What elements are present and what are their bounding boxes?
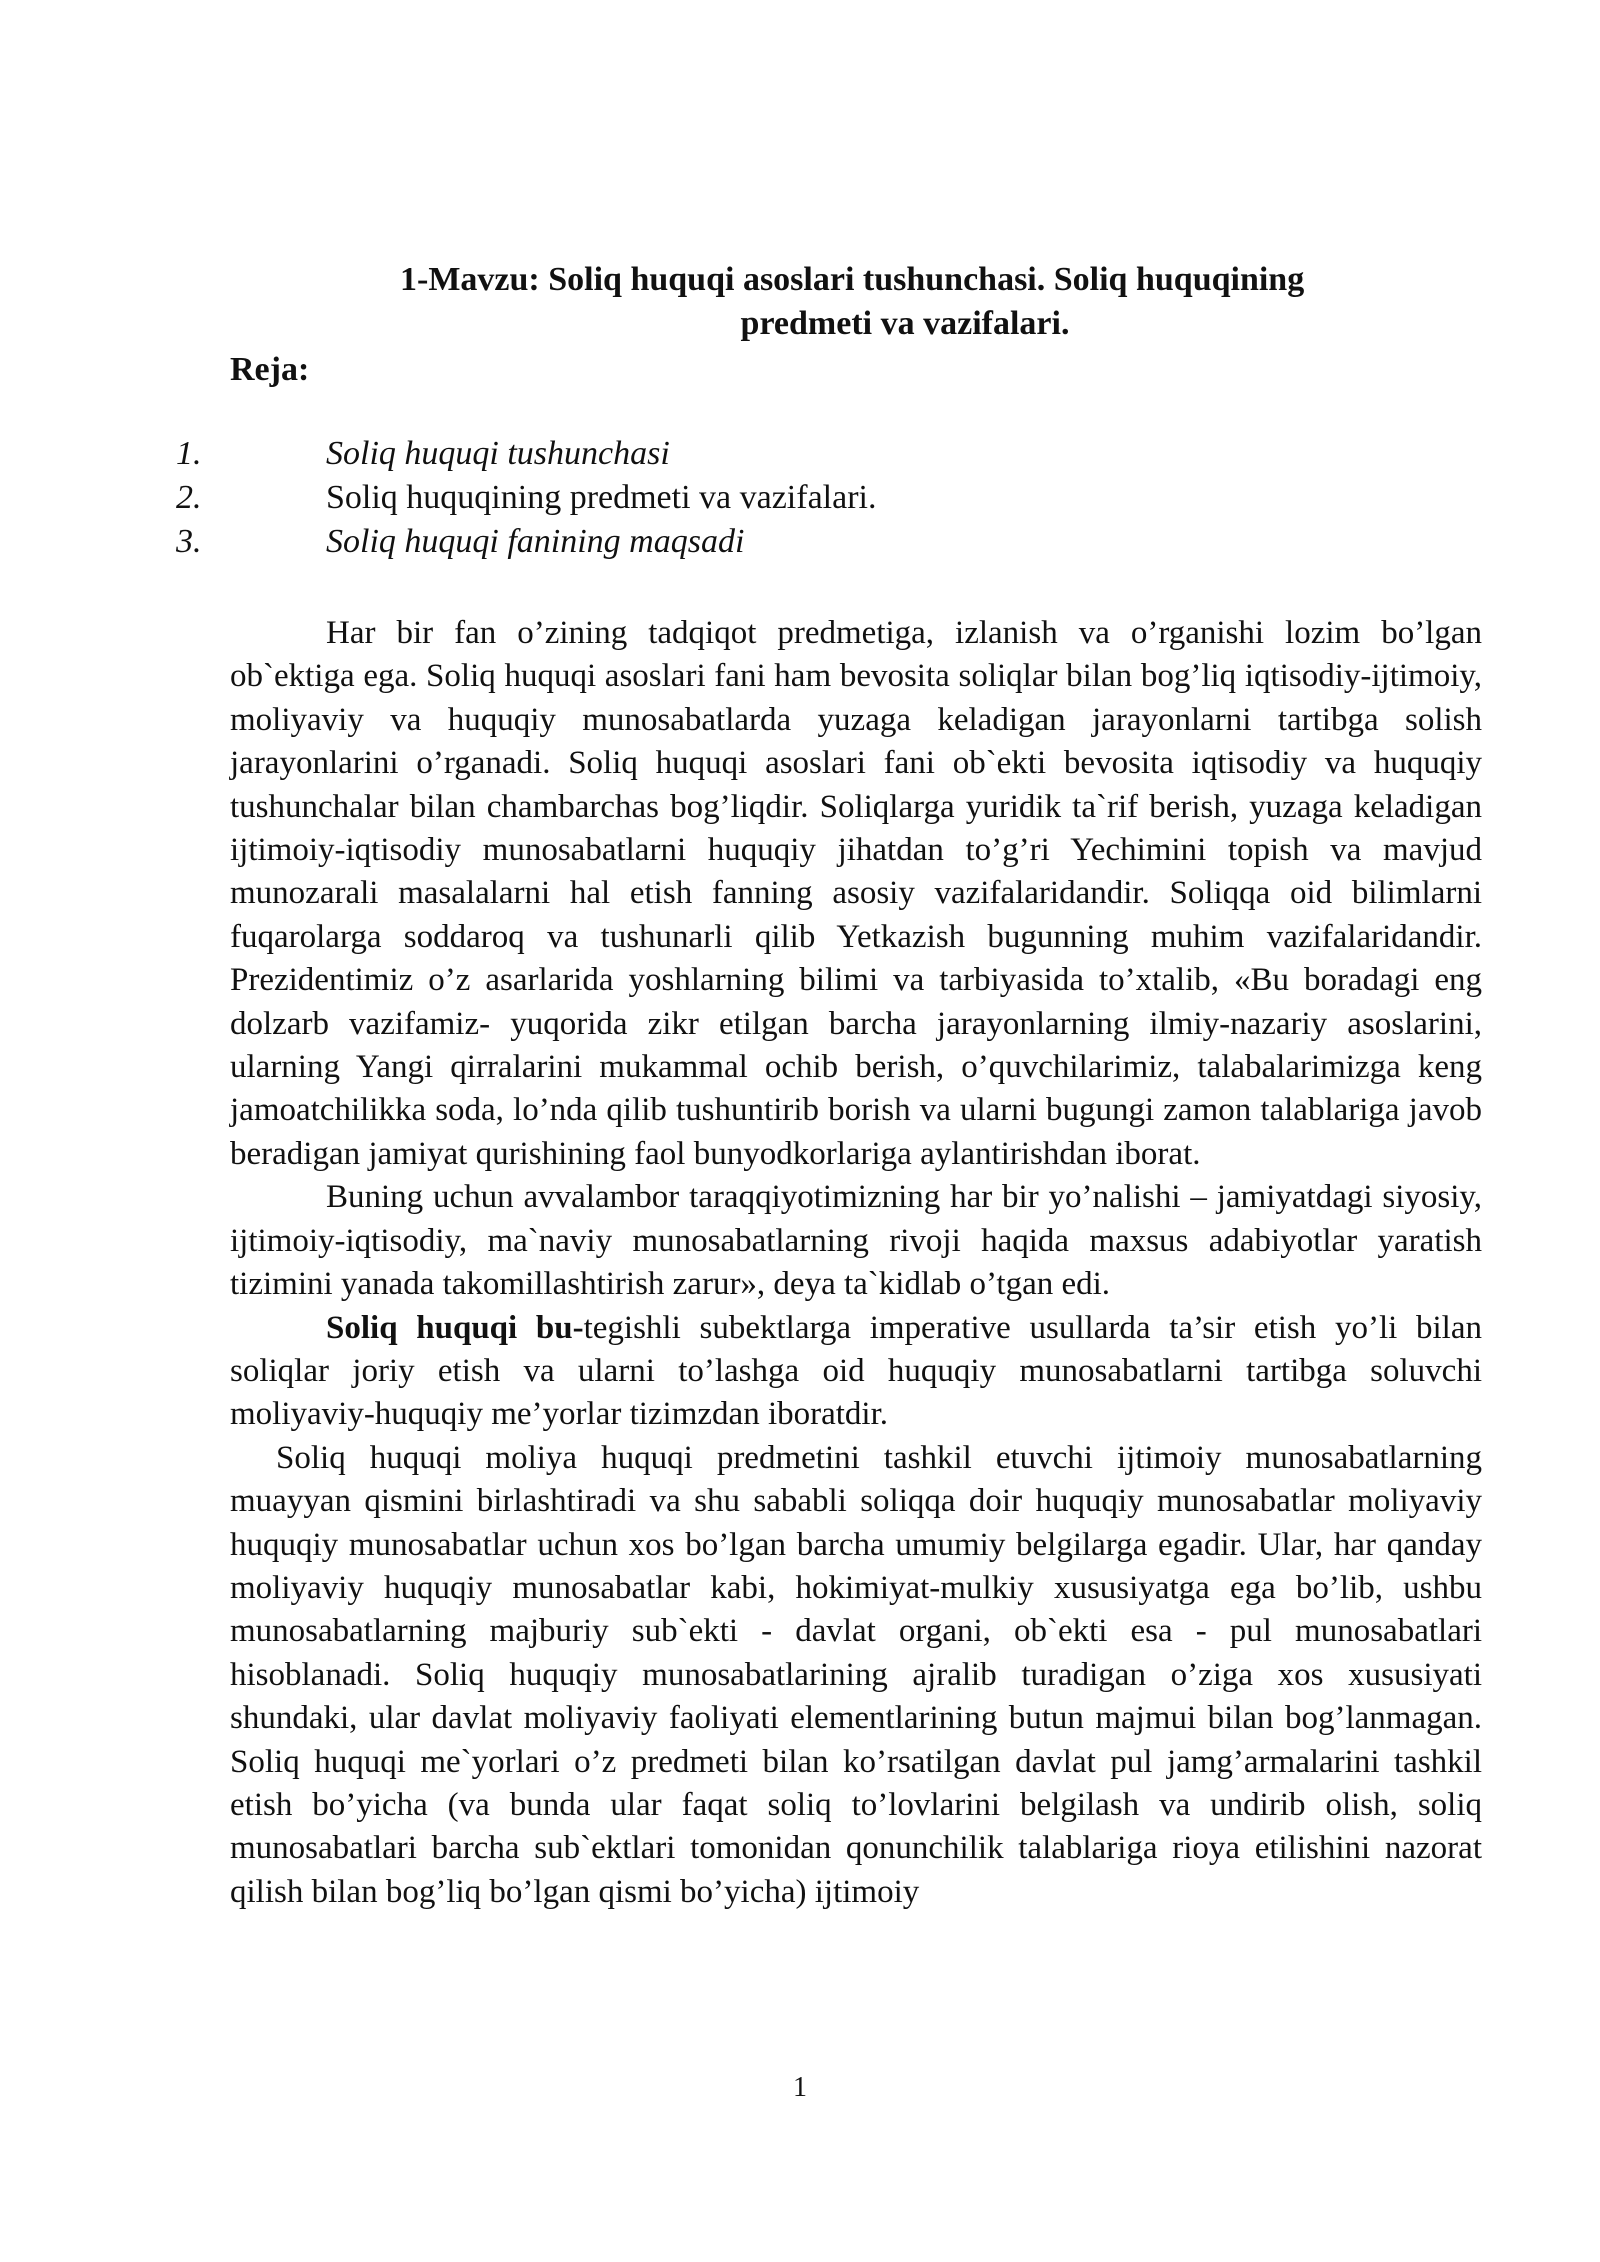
plan-item — [0, 432, 1600, 476]
plan-item-number: 1. — [176, 435, 202, 472]
plan-heading: Reja: — [230, 351, 310, 388]
plan-item-text: Soliq huquqi tushunchasi — [326, 435, 670, 472]
page-number: 1 — [793, 2072, 807, 2103]
title-line-1: 1-Mavzu: Soliq huquqi asoslari tushunchasi. Soliq huquqining — [400, 261, 1305, 298]
body-text — [230, 612, 1482, 1914]
paragraph-intro: Har bir fan o’zining tadqiqot predmetiga, izlanish va o’rganishi lozim bo’lgan ob`ektiga ega. Soliq huquqi asoslari fani ham bevosita soliqlar bilan bog’liq iqtisodiy-ijtimoiy, moliyaviy va huquqiy munosabatlarda yuzaga keladigan jarayonlarni tartibga solish jarayonlarini o’rganadi. Soliq huquqi asoslari fani ob`ekti bevosita iqtisodiy va huquqiy tushunchalar bilan chambarchas bog’liqdir. Soliqlarga yuridik ta`rif berish, yuzaga keladigan ijtimoiy-iqtisodiy munosabatlarni huquqiy jihatdan to’g’ri Yechimini topish va mavjud munozarali masalalarni hal etish fanning asosiy vazifalaridandir. Soliqqa oid bilimlarni fuqarolarga soddaroq va tushunarli qilib Yetkazish bugunning muhim vazifalaridandir. Prezidentimiz o’z asarlarida yoshlarning bilimi va tarbiyasida to’xtalib, «Bu boradagi eng dolzarb vazifamiz- yuqorida zikr etilgan barcha jarayonlarning ilmiy-nazariy asoslarini, ularning Yangi qirralarini mukammal ochib berish, o’quvchilarimiz, talabalarimizga keng jamoatchilikka soda, lo’nda qilib tushuntirib borish va ularni bugungi zamon talablariga javob beradigan jamiyat qurishining faol bunyodkorlariga aylantirishdan iborat. — [230, 615, 1482, 1172]
document-title — [400, 258, 1410, 346]
definition-text: tegishli subektlarga imperative usullarda ta’sir etish yo’li bilan soliqlar joriy etish va ularni to’lashga oid huquqiy munosabatlarni tartibga soluvchi moliyaviy-huquqiy me’yorlar tizimzdan iboratdir. — [230, 1309, 1482, 1433]
plan-item-number: 2. — [176, 479, 202, 516]
paragraph-quote-end: Buning uchun avvalambor taraqqiyotimizning har bir yo’nalishi – jamiyatdagi siyosiy, ijtimoiy-iqtisodiy, ma`naviy munosabatlarning rivoji haqida maxsus adabiyotlar yaratish tizimini yanada takomillashtirish zarur», deya ta`kidlab o’tgan edi. — [230, 1179, 1482, 1303]
paragraph-relations: Soliq huquqi moliya huquqi predmetini tashkil etuvchi ijtimoiy munosabatlarning muayyan qismini birlashtiradi va shu sababli soliqqa doir huquqiy munosabatlar moliyaviy huquqiy munosabatlar uchun xos bo’lgan barcha umumiy belgilarga egadir. Ular, har qanday moliyaviy huquqiy munosabatlar kabi, hokimiyat-mulkiy xususiyatga ega bo’lib, ushbu munosabatlarning majburiy sub`ekti - davlat organi, ob`ekti esa - pul munosabatlari hisoblanadi. Soliq huquqiy munosabatlarining ajralib turadigan o’ziga xos xususiyati shundaki, ular davlat moliyaviy faoliyati elementlarining butun majmui bilan bog’lanmagan. Soliq huquqi me`yorlari o’z predmeti bilan ko’rsatilgan davlat pul jamg’armalarini tashkil etish bo’yicha (va bunda ular faqat soliq to’lovlarini belgilash va undirib olish, soliq munosabatlari barcha sub`ektlari tomonidan qonunchilik talablariga rioya etilishini nazorat qilish bilan bog’liq bo’lgan qismi bo’yicha) ijtimoiy — [230, 1439, 1482, 1910]
definition-term: Soliq huquqi bu- — [326, 1309, 584, 1346]
plan-item — [0, 476, 1600, 520]
plan-item-text: Soliq huquqi fanining maqsadi — [326, 523, 745, 560]
paragraph-definition — [230, 1307, 1482, 1437]
plan-item-text: Soliq huquqining predmeti va vazifalari. — [326, 479, 877, 516]
title-line-2: predmeti va vazifalari. — [740, 305, 1070, 342]
plan-item — [0, 520, 1600, 564]
plan-list — [0, 432, 1600, 564]
plan-item-number: 3. — [176, 523, 202, 560]
